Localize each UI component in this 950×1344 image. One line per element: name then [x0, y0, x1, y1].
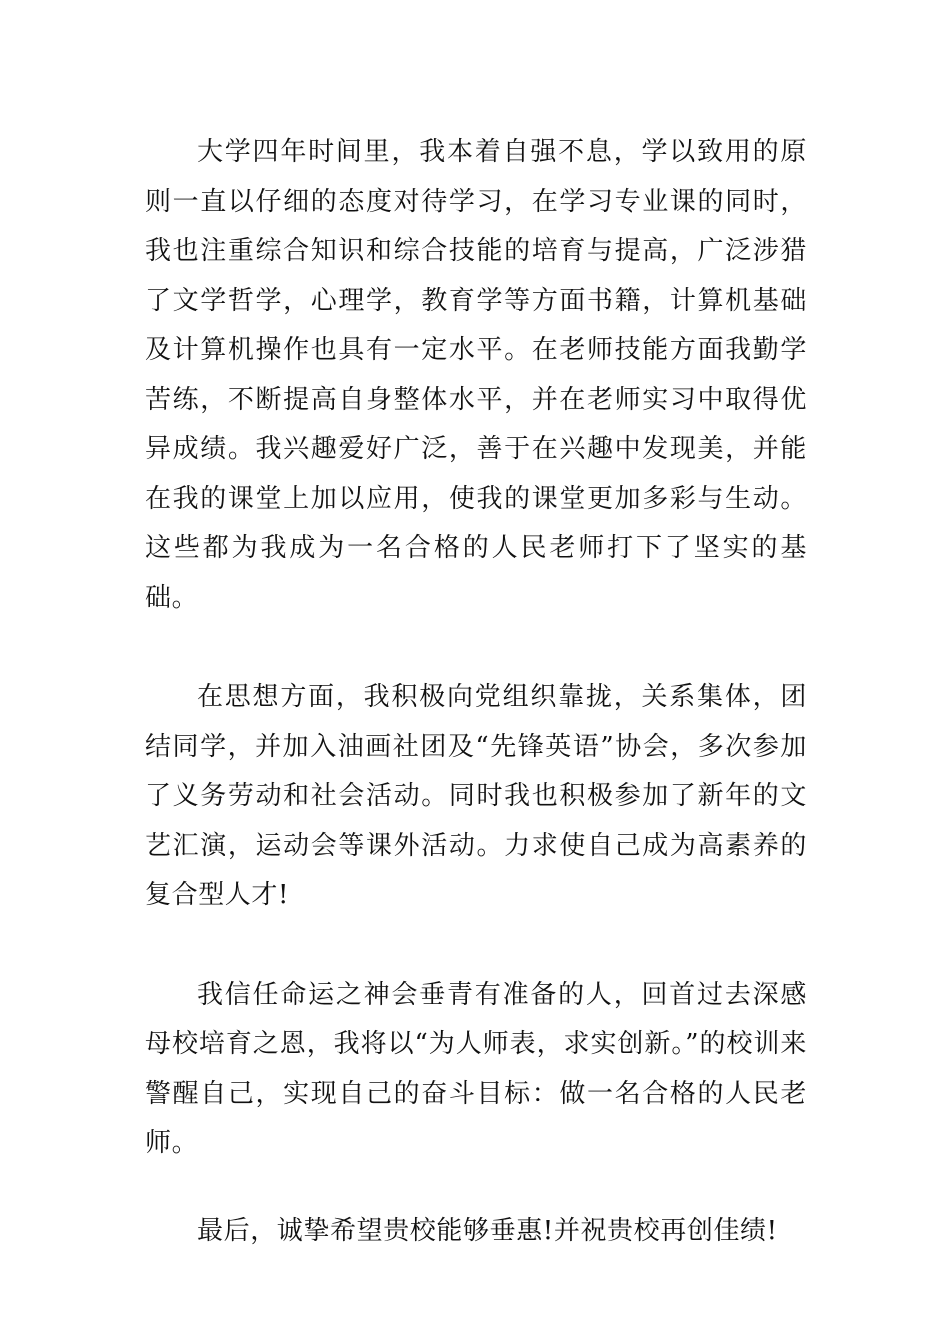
paragraph-aspiration: 我信任命运之神会垂青有准备的人，回首过去深感母校培育之恩，我将以“为人师表，求实创新。”的校训来警醒自己，实现自己的奋斗目标：做一名合格的人民老师。	[145, 979, 807, 1158]
paragraph-ideology: 在思想方面，我积极向党组织靠拢，关系集体，团结同学，并加入油画社团及“先锋英语”协会，多次参加了义务劳动和社会活动。同时我也积极参加了新年的文艺汇演，运动会等课外活动。力求使自己成为高素养的复合型人才!	[145, 682, 807, 910]
paragraph-closing: 最后，诚挚希望贵校能够垂惠!并祝贵校再创佳绩!	[197, 1215, 778, 1246]
document-body	[145, 128, 807, 1256]
paragraph-study: 大学四年时间里，我本着自强不息，学以致用的原则一直以仔细的态度对待学习，在学习专业课的同时，我也注重综合知识和综合技能的培育与提高，广泛涉猎了文学哲学，心理学，教育学等方面书籍，计算机基础及计算机操作也具有一定水平。在老师技能方面我勤学苦练，不断提高自身整体水平，并在老师实习中取得优异成绩。我兴趣爱好广泛，善于在兴趣中发现美，并能在我的课堂上加以应用，使我的课堂更加多彩与生动。这些都为我成为一名合格的人民老师打下了坚实的基础。	[145, 137, 807, 613]
